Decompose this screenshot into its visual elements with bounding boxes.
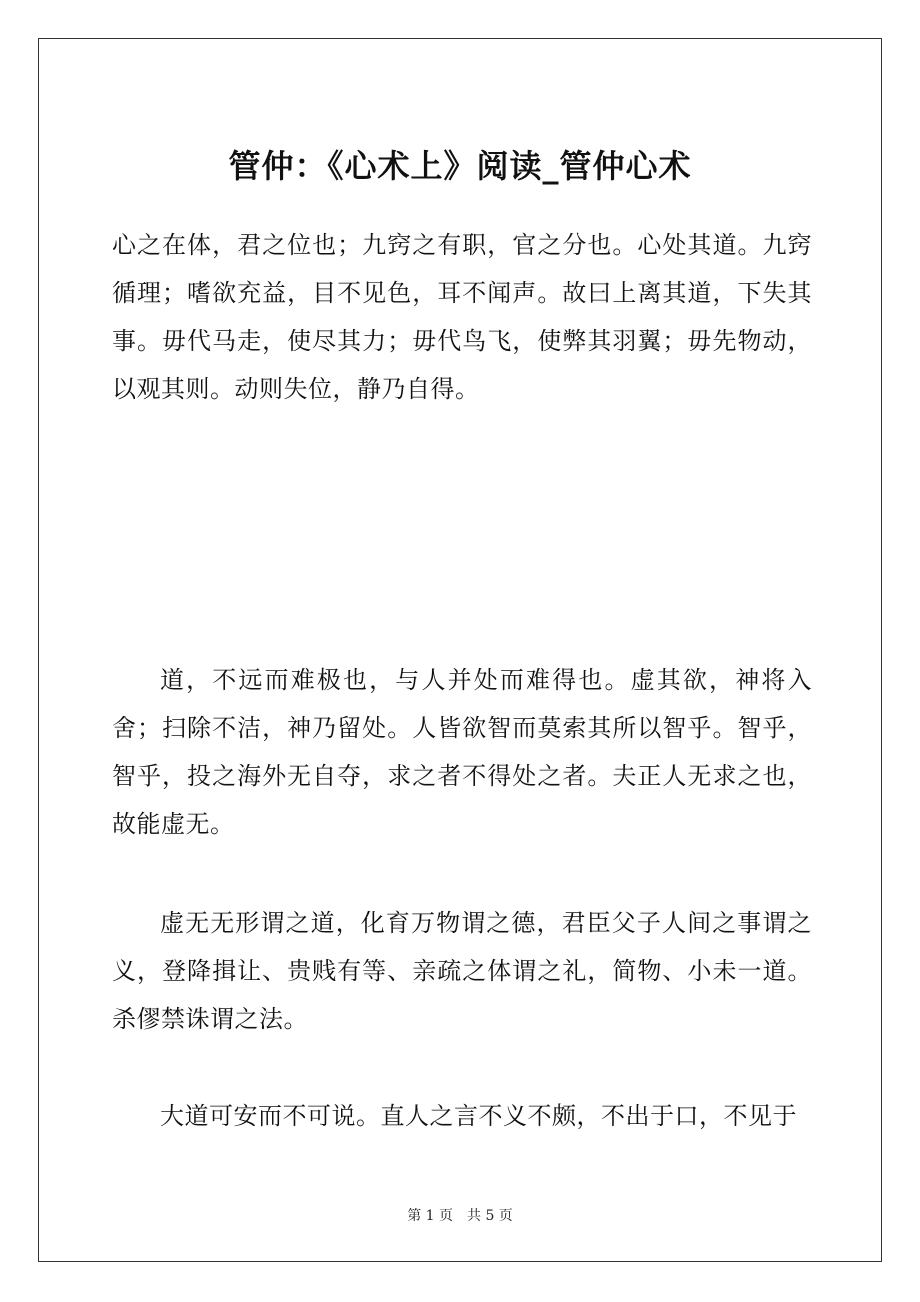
page-total: 共 5 页 [467,1208,513,1224]
page-number: 第 1 页 [407,1208,453,1224]
paragraph-2: 道，不远而难极也，与人并处而难得也。虚其欲，神将入舍；扫除不洁，神乃留处。人皆欲智而莫索其所以智乎。智乎，智乎，投之海外无自夺，求之者不得处之者。夫正人无求之也，故能虚无。 [112,666,812,838]
page-footer [38,1206,882,1226]
paragraph-3: 虚无无形谓之道，化育万物谓之德，君臣父子人间之事谓之义，登降揖让、贵贱有等、亲疏之体谓之礼，简物、小未一道。杀僇禁诛谓之法。 [112,909,812,1033]
paragraph-4: 大道可安而不可说。直人之言不义不颇，不出于口，不见于 [160,1102,797,1130]
paragraph-1: 心之在体，君之位也；九窍之有职，官之分也。心处其道。九窍循理；嗜欲充益，目不见色，耳不闻声。故曰上离其道，下失其事。毋代马走，使尽其力；毋代鸟飞，使弊其羽翼；毋先物动，以观其则。动则失位，静乃自得。 [112,231,812,403]
document-title: 管仲：《心术上》阅读_管仲心术 [228,147,692,185]
